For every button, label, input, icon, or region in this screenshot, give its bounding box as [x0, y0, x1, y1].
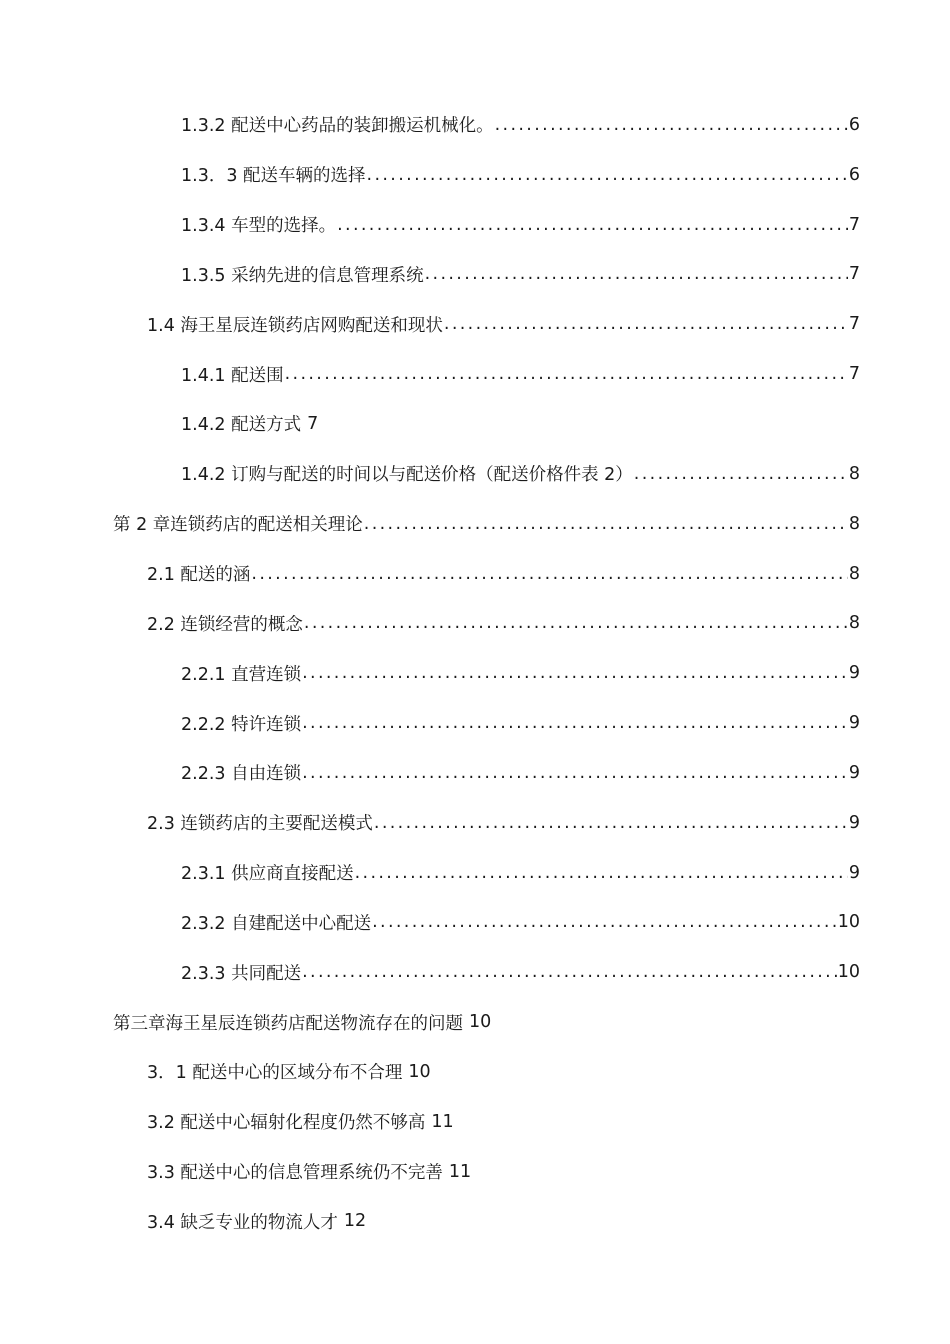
dot-leader: [444, 314, 848, 334]
toc-entry-page-number: 12: [343, 1211, 367, 1232]
toc-entry[interactable]: [0, 1097, 950, 1147]
toc-entry-page-number: 7: [307, 413, 319, 434]
toc-entry-page-number: 9: [848, 713, 860, 734]
dot-leader: [355, 863, 848, 883]
toc-entry-page-number: 9: [848, 862, 860, 883]
toc-entry[interactable]: [0, 549, 860, 599]
dot-leader: [495, 115, 848, 135]
toc-entry-title: 3.3 配送中心的信息管理系统仍不完善: [147, 1163, 443, 1184]
toc-entry-title: 2.2.3 自由连锁: [181, 764, 302, 785]
table-of-contents: [0, 100, 950, 1246]
toc-entry-title: 2.3.3 共同配送: [181, 963, 302, 984]
toc-entry[interactable]: [0, 349, 860, 399]
dot-leader: [367, 165, 848, 185]
toc-entry-title: 1.4.2 订购与配送的时间以与配送价格（配送价格件表 2）: [181, 465, 633, 486]
toc-entry[interactable]: [0, 150, 860, 200]
toc-entry[interactable]: [0, 299, 860, 349]
toc-entry-page-number: 8: [848, 613, 860, 634]
toc-entry-page-number: 8: [848, 463, 860, 484]
toc-entry[interactable]: [0, 698, 860, 748]
toc-entry[interactable]: [0, 898, 860, 948]
toc-entry-page-number: 10: [469, 1012, 492, 1033]
toc-entry-page-number: 8: [848, 563, 860, 584]
toc-entry[interactable]: [0, 250, 860, 300]
toc-entry-title: 1.4 海王星辰连锁药店网购配送和现状: [147, 315, 443, 336]
toc-entry-title: 3.4 缺乏专业的物流人才: [147, 1212, 338, 1233]
dot-leader: [302, 763, 848, 783]
toc-entry-title: 1.4.2 配送方式: [181, 415, 302, 436]
toc-entry-title: 1.3.5 采纳先进的信息管理系统: [181, 265, 424, 286]
toc-entry[interactable]: [0, 848, 860, 898]
dot-leader: [364, 514, 848, 534]
toc-entry-page-number: 11: [431, 1111, 454, 1132]
toc-entry-page-number: 7: [848, 314, 860, 335]
toc-entry-title: 第三章海王星辰连锁药店配送物流存在的问题: [113, 1013, 463, 1034]
toc-entry[interactable]: [0, 598, 860, 648]
toc-entry-page-number: 10: [837, 962, 860, 983]
toc-entry-page-number: 8: [848, 513, 860, 534]
toc-entry-page-number: 9: [848, 663, 860, 684]
toc-entry-title: 2.1 配送的涵: [147, 565, 251, 586]
toc-entry-title: 1.3.2 配送中心药品的装卸搬运机械化。: [181, 116, 494, 137]
toc-entry-title: 1.3．3 配送车辆的选择: [181, 166, 366, 187]
toc-entry-title: 1.4.1 配送围: [181, 365, 284, 386]
dot-leader: [634, 464, 848, 484]
toc-entry[interactable]: [0, 399, 950, 449]
toc-entry-title: 2.2.2 特许连锁: [181, 714, 302, 735]
dot-leader: [372, 912, 837, 932]
dot-leader: [285, 364, 848, 384]
toc-entry[interactable]: [0, 947, 860, 997]
toc-entry[interactable]: [0, 100, 860, 150]
toc-entry-page-number: 9: [848, 812, 860, 833]
toc-entry-page-number: 7: [848, 214, 860, 235]
toc-entry-title: 2.3 连锁药店的主要配送模式: [147, 814, 373, 835]
dot-leader: [302, 713, 848, 733]
toc-entry-title: 2.3.2 自建配送中心配送: [181, 913, 372, 934]
toc-entry[interactable]: [0, 499, 860, 549]
toc-entry-page-number: 10: [837, 912, 860, 933]
toc-entry-page-number: 7: [848, 264, 860, 285]
dot-leader: [374, 813, 848, 833]
toc-entry-page-number: 6: [848, 114, 860, 135]
toc-entry[interactable]: [0, 997, 950, 1047]
toc-entry[interactable]: [0, 798, 860, 848]
dot-leader: [302, 663, 848, 683]
toc-entry[interactable]: [0, 449, 860, 499]
toc-entry[interactable]: [0, 1047, 950, 1097]
toc-entry-title: 3.2 配送中心辐射化程度仍然不够高: [147, 1113, 426, 1134]
toc-entry-title: 3．1 配送中心的区域分布不合理: [147, 1063, 403, 1084]
toc-entry[interactable]: [0, 1147, 950, 1197]
toc-entry-title: 第 2 章连锁药店的配送相关理论: [113, 515, 363, 536]
toc-entry-page-number: 11: [448, 1161, 472, 1182]
dot-leader: [251, 564, 847, 584]
toc-entry-page-number: 7: [848, 364, 860, 385]
toc-entry-title: 2.2 连锁经营的概念: [147, 614, 303, 635]
toc-entry-title: 1.3.4 车型的选择。: [181, 216, 337, 237]
toc-entry[interactable]: [0, 648, 860, 698]
dot-leader: [304, 613, 848, 633]
dot-leader: [337, 215, 848, 235]
toc-entry[interactable]: [0, 748, 860, 798]
toc-entry-title: 2.2.1 直营连锁: [181, 664, 302, 685]
toc-entry-title: 2.3.1 供应商直接配送: [181, 864, 354, 885]
toc-entry-page-number: 9: [848, 762, 860, 783]
toc-entry-page-number: 10: [408, 1061, 431, 1082]
toc-entry[interactable]: [0, 200, 860, 250]
dot-leader: [302, 962, 837, 982]
dot-leader: [425, 264, 848, 284]
toc-entry-page-number: 6: [848, 164, 860, 185]
toc-entry[interactable]: [0, 1197, 950, 1247]
